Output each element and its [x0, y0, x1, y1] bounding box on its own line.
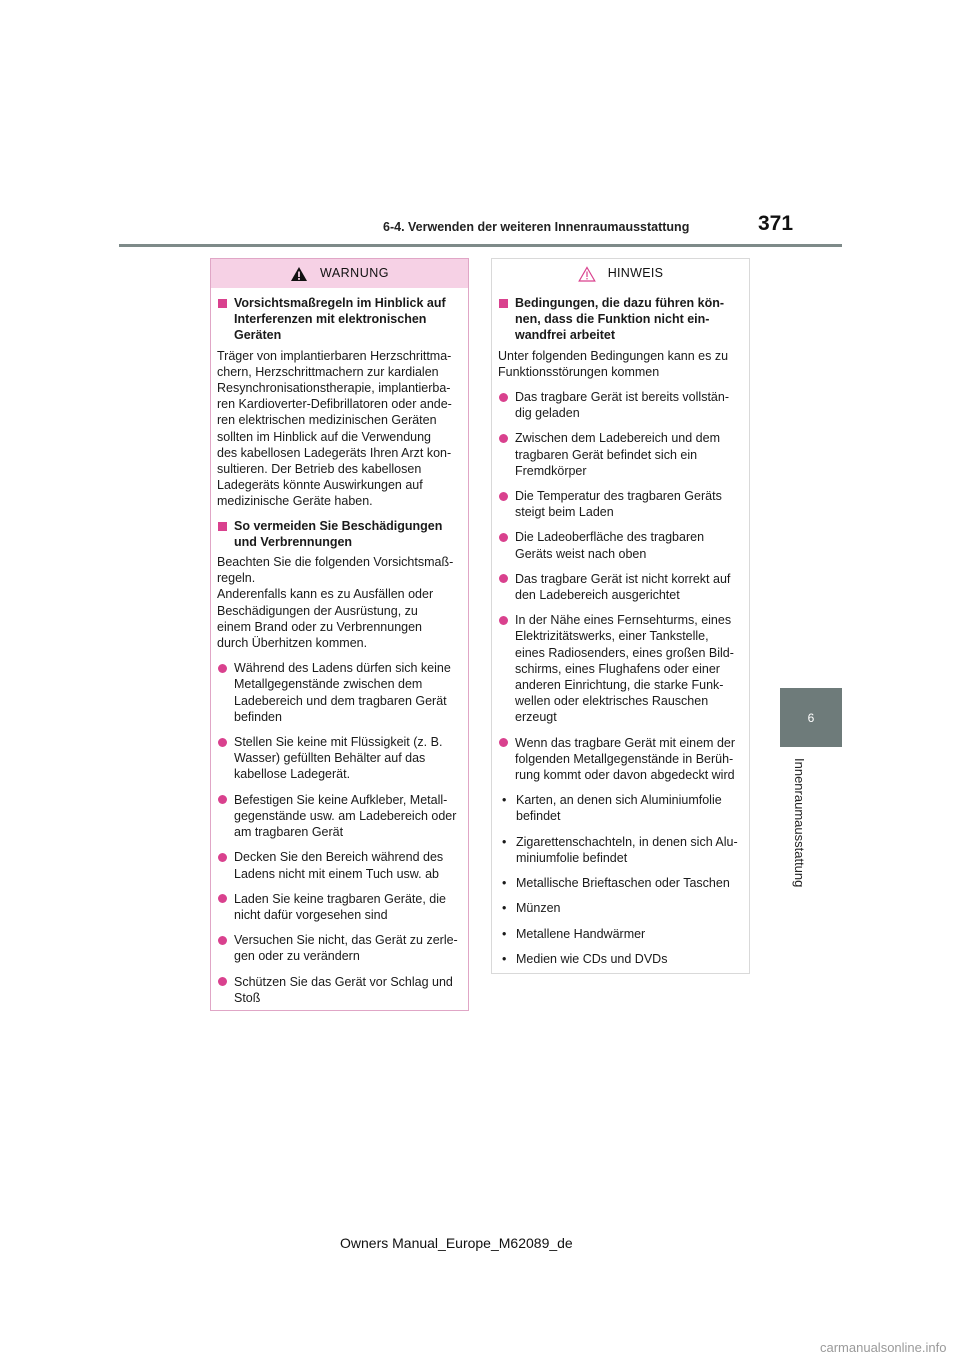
section-title: 6-4. Verwenden der weiteren Innenraumausstattung [383, 220, 690, 234]
sub-bullet-mark: • [502, 926, 507, 941]
text-line: Metallgegenstände zwischen dem [234, 677, 423, 692]
warning-header [211, 259, 468, 288]
text-line: Beachten Sie die folgenden Vorsichtsmaß- [217, 555, 454, 570]
round-bullet-icon [218, 664, 227, 673]
text-line: Funktionsstörungen kommen [498, 364, 660, 379]
heading-line: Bedingungen, die dazu führen kön- [515, 296, 725, 310]
text-line: miniumfolie befindet [516, 850, 628, 865]
text-line: Decken Sie den Bereich während des [234, 850, 444, 865]
text-line: Metallische Brieftaschen oder Taschen [516, 876, 730, 891]
text-line: Anderenfalls kann es zu Ausfällen oder [217, 587, 434, 602]
heading-line: wandfrei arbeitet [515, 328, 616, 343]
round-bullet-icon [218, 738, 227, 747]
text-line: Träger von implantierbaren Herzschrittma- [217, 348, 452, 363]
list-item [217, 792, 460, 841]
text-line: Ladegeräts könnte Auswirkungen auf [217, 478, 423, 493]
text-line: Elektrizitätswerks, einer Tankstelle, [515, 629, 709, 644]
round-bullet-icon [218, 853, 227, 862]
text-line: gegenstände usw. am Ladebereich oder [234, 808, 457, 823]
warning-title: WARNUNG [319, 266, 389, 281]
list-item [498, 389, 741, 421]
sub-bullet-mark: • [502, 876, 507, 891]
round-bullet-icon [218, 894, 227, 903]
text-line: Laden Sie keine tragbaren Geräte, die [234, 891, 446, 906]
heading-line: Geräten [234, 328, 282, 343]
text-line: Zigarettenschachteln, in denen sich Alu- [516, 834, 738, 849]
text-line: Karten, an denen sich Aluminiumfolie [516, 793, 722, 808]
text-line: Ladens nicht mit einem Tuch usw. ab [234, 866, 439, 881]
text-line: Das tragbare Gerät ist bereits vollstän- [515, 390, 729, 405]
text-line: Unter folgenden Bedingungen kann es zu [498, 348, 729, 363]
warning-paragraph [217, 348, 460, 510]
sub-list-item [498, 792, 741, 824]
chapter-tab [780, 688, 842, 747]
round-bullet-icon [499, 533, 508, 542]
text-line: befindet [516, 809, 561, 824]
text-line: einem Brand oder zu Verbrennungen [217, 619, 423, 634]
text-line: Wenn das tragbare Gerät mit einem der [515, 735, 736, 750]
chapter-number: 6 [807, 710, 815, 725]
round-bullet-icon [218, 795, 227, 804]
text-line: Die Ladeoberfläche des tragbaren [515, 530, 705, 545]
heading-line: Interferenzen mit elektronischen [234, 312, 427, 327]
text-line: nicht dafür vorgesehen sind [234, 907, 388, 922]
page-number: 371 [758, 212, 794, 235]
text-line: Stellen Sie keine mit Flüssigkeit (z. B. [234, 735, 443, 750]
note-section-heading [498, 295, 741, 344]
text-line: Beschädigungen der Ausrüstung, zu [217, 603, 418, 618]
text-line: wellen oder elektrisches Rauschen [515, 694, 709, 709]
warning-triangle-icon [290, 266, 308, 282]
list-item [498, 612, 741, 725]
sub-bullet-mark: • [502, 834, 507, 849]
heading-line: und Verbrennungen [234, 534, 353, 549]
sub-bullet-mark: • [502, 793, 507, 808]
round-bullet-icon [499, 574, 508, 583]
sub-list-item [498, 926, 741, 942]
text-line: Münzen [516, 901, 561, 916]
round-bullet-icon [499, 616, 508, 625]
list-item [217, 660, 460, 725]
text-line: Resynchronisationstherapie, implantierba- [217, 381, 451, 396]
square-bullet-icon [499, 299, 508, 308]
text-line: Versuchen Sie nicht, das Gerät zu zerle- [234, 933, 458, 948]
heading-line: Vorsichtsmaßregeln im Hinblick auf [234, 296, 446, 310]
list-item [217, 734, 460, 783]
text-line: tragbaren Gerät befindet sich ein [515, 447, 698, 462]
text-line: Das tragbare Gerät ist nicht korrekt auf [515, 571, 731, 586]
text-line: gen oder zu verändern [234, 949, 360, 964]
list-item [217, 932, 460, 964]
warning-paragraph [217, 554, 460, 651]
note-paragraph [498, 348, 741, 380]
text-line: Befestigen Sie keine Aufkleber, Metall- [234, 792, 448, 807]
text-line: befinden [234, 709, 282, 724]
sub-bullet-mark: • [502, 951, 507, 966]
text-line: folgenden Metallgegenstände in Berüh- [515, 751, 734, 766]
text-line: rung kommt oder davon abgedeckt wird [515, 768, 735, 783]
header-rule [119, 244, 842, 247]
footer-text: Owners Manual_Europe_M62089_de [340, 1235, 573, 1251]
text-line: Stoß [234, 990, 261, 1005]
text-line: sollten im Hinblick auf die Verwendung [217, 429, 432, 444]
text-line: ren Kardioverter-Defibrillatoren oder ande- [217, 397, 452, 412]
round-bullet-icon [218, 977, 227, 986]
caution-triangle-icon [578, 266, 596, 282]
square-bullet-icon [218, 522, 227, 531]
round-bullet-icon [499, 434, 508, 443]
text-line: Wasser) gefüllten Behälter auf das [234, 751, 426, 766]
text-line: erzeugt [515, 710, 557, 725]
round-bullet-icon [218, 936, 227, 945]
text-line: anderen Einrichtung, die starke Funk- [515, 678, 724, 693]
note-box [491, 258, 750, 974]
sub-list-item [498, 875, 741, 891]
text-line: Medien wie CDs und DVDs [516, 951, 668, 966]
text-line: kabellose Ladegerät. [234, 767, 351, 782]
heading-line: So vermeiden Sie Beschädigungen [234, 518, 443, 533]
text-line: In der Nähe eines Fernsehturms, eines [515, 613, 732, 628]
note-title: HINWEIS [607, 266, 664, 281]
list-item [217, 974, 460, 1006]
text-line: Ladebereich und dem tragbaren Gerät [234, 693, 447, 708]
list-item [498, 430, 741, 479]
text-line: Während des Ladens dürfen sich keine [234, 661, 451, 676]
sub-list-item [498, 900, 741, 916]
note-header [492, 259, 749, 288]
list-item [498, 529, 741, 561]
list-item [498, 735, 741, 784]
list-item [217, 891, 460, 923]
list-item [217, 849, 460, 881]
text-line: regeln. [217, 571, 256, 586]
warning-section-heading [217, 295, 460, 344]
text-line: chern, Herzschrittmachern zur kardialen [217, 364, 439, 379]
text-line: dig geladen [515, 406, 580, 421]
text-line: ren elektrischen medizinischen Geräten [217, 413, 437, 428]
text-line: eines Radiosenders, eines großen Bild- [515, 645, 734, 660]
heading-line: nen, dass die Funktion nicht ein- [515, 312, 710, 327]
text-line: Die Temperatur des tragbaren Geräts [515, 489, 722, 504]
sub-list-item [498, 951, 741, 967]
chapter-label: Innenraumausstattung [792, 758, 807, 888]
list-item [498, 488, 741, 520]
text-line: Zwischen dem Ladebereich und dem [515, 431, 720, 446]
round-bullet-icon [499, 393, 508, 402]
sub-bullet-mark: • [502, 901, 507, 916]
round-bullet-icon [499, 492, 508, 501]
square-bullet-icon [218, 299, 227, 308]
warning-section-heading [217, 518, 460, 550]
text-line: medizinische Geräte haben. [217, 494, 373, 509]
round-bullet-icon [499, 738, 508, 747]
text-line: sultieren. Der Betrieb des kabellosen [217, 462, 422, 477]
sub-list-item [498, 834, 741, 866]
warning-box [210, 258, 469, 1011]
text-line: Metallene Handwärmer [516, 926, 646, 941]
list-item [498, 571, 741, 603]
text-line: steigt beim Laden [515, 505, 614, 520]
text-line: durch Überhitzen kommen. [217, 636, 368, 651]
watermark: carmanualsonline.info [820, 1340, 947, 1355]
text-line: den Ladebereich ausgerichtet [515, 588, 680, 603]
text-line: am tragbaren Gerät [234, 825, 344, 840]
text-line: Schützen Sie das Gerät vor Schlag und [234, 974, 453, 989]
text-line: schirms, eines Flughafens oder einer [515, 661, 720, 676]
text-line: Geräts weist nach oben [515, 546, 647, 561]
text-line: des kabellosen Ladegeräts Ihren Arzt kon- [217, 445, 452, 460]
text-line: Fremdkörper [515, 463, 587, 478]
